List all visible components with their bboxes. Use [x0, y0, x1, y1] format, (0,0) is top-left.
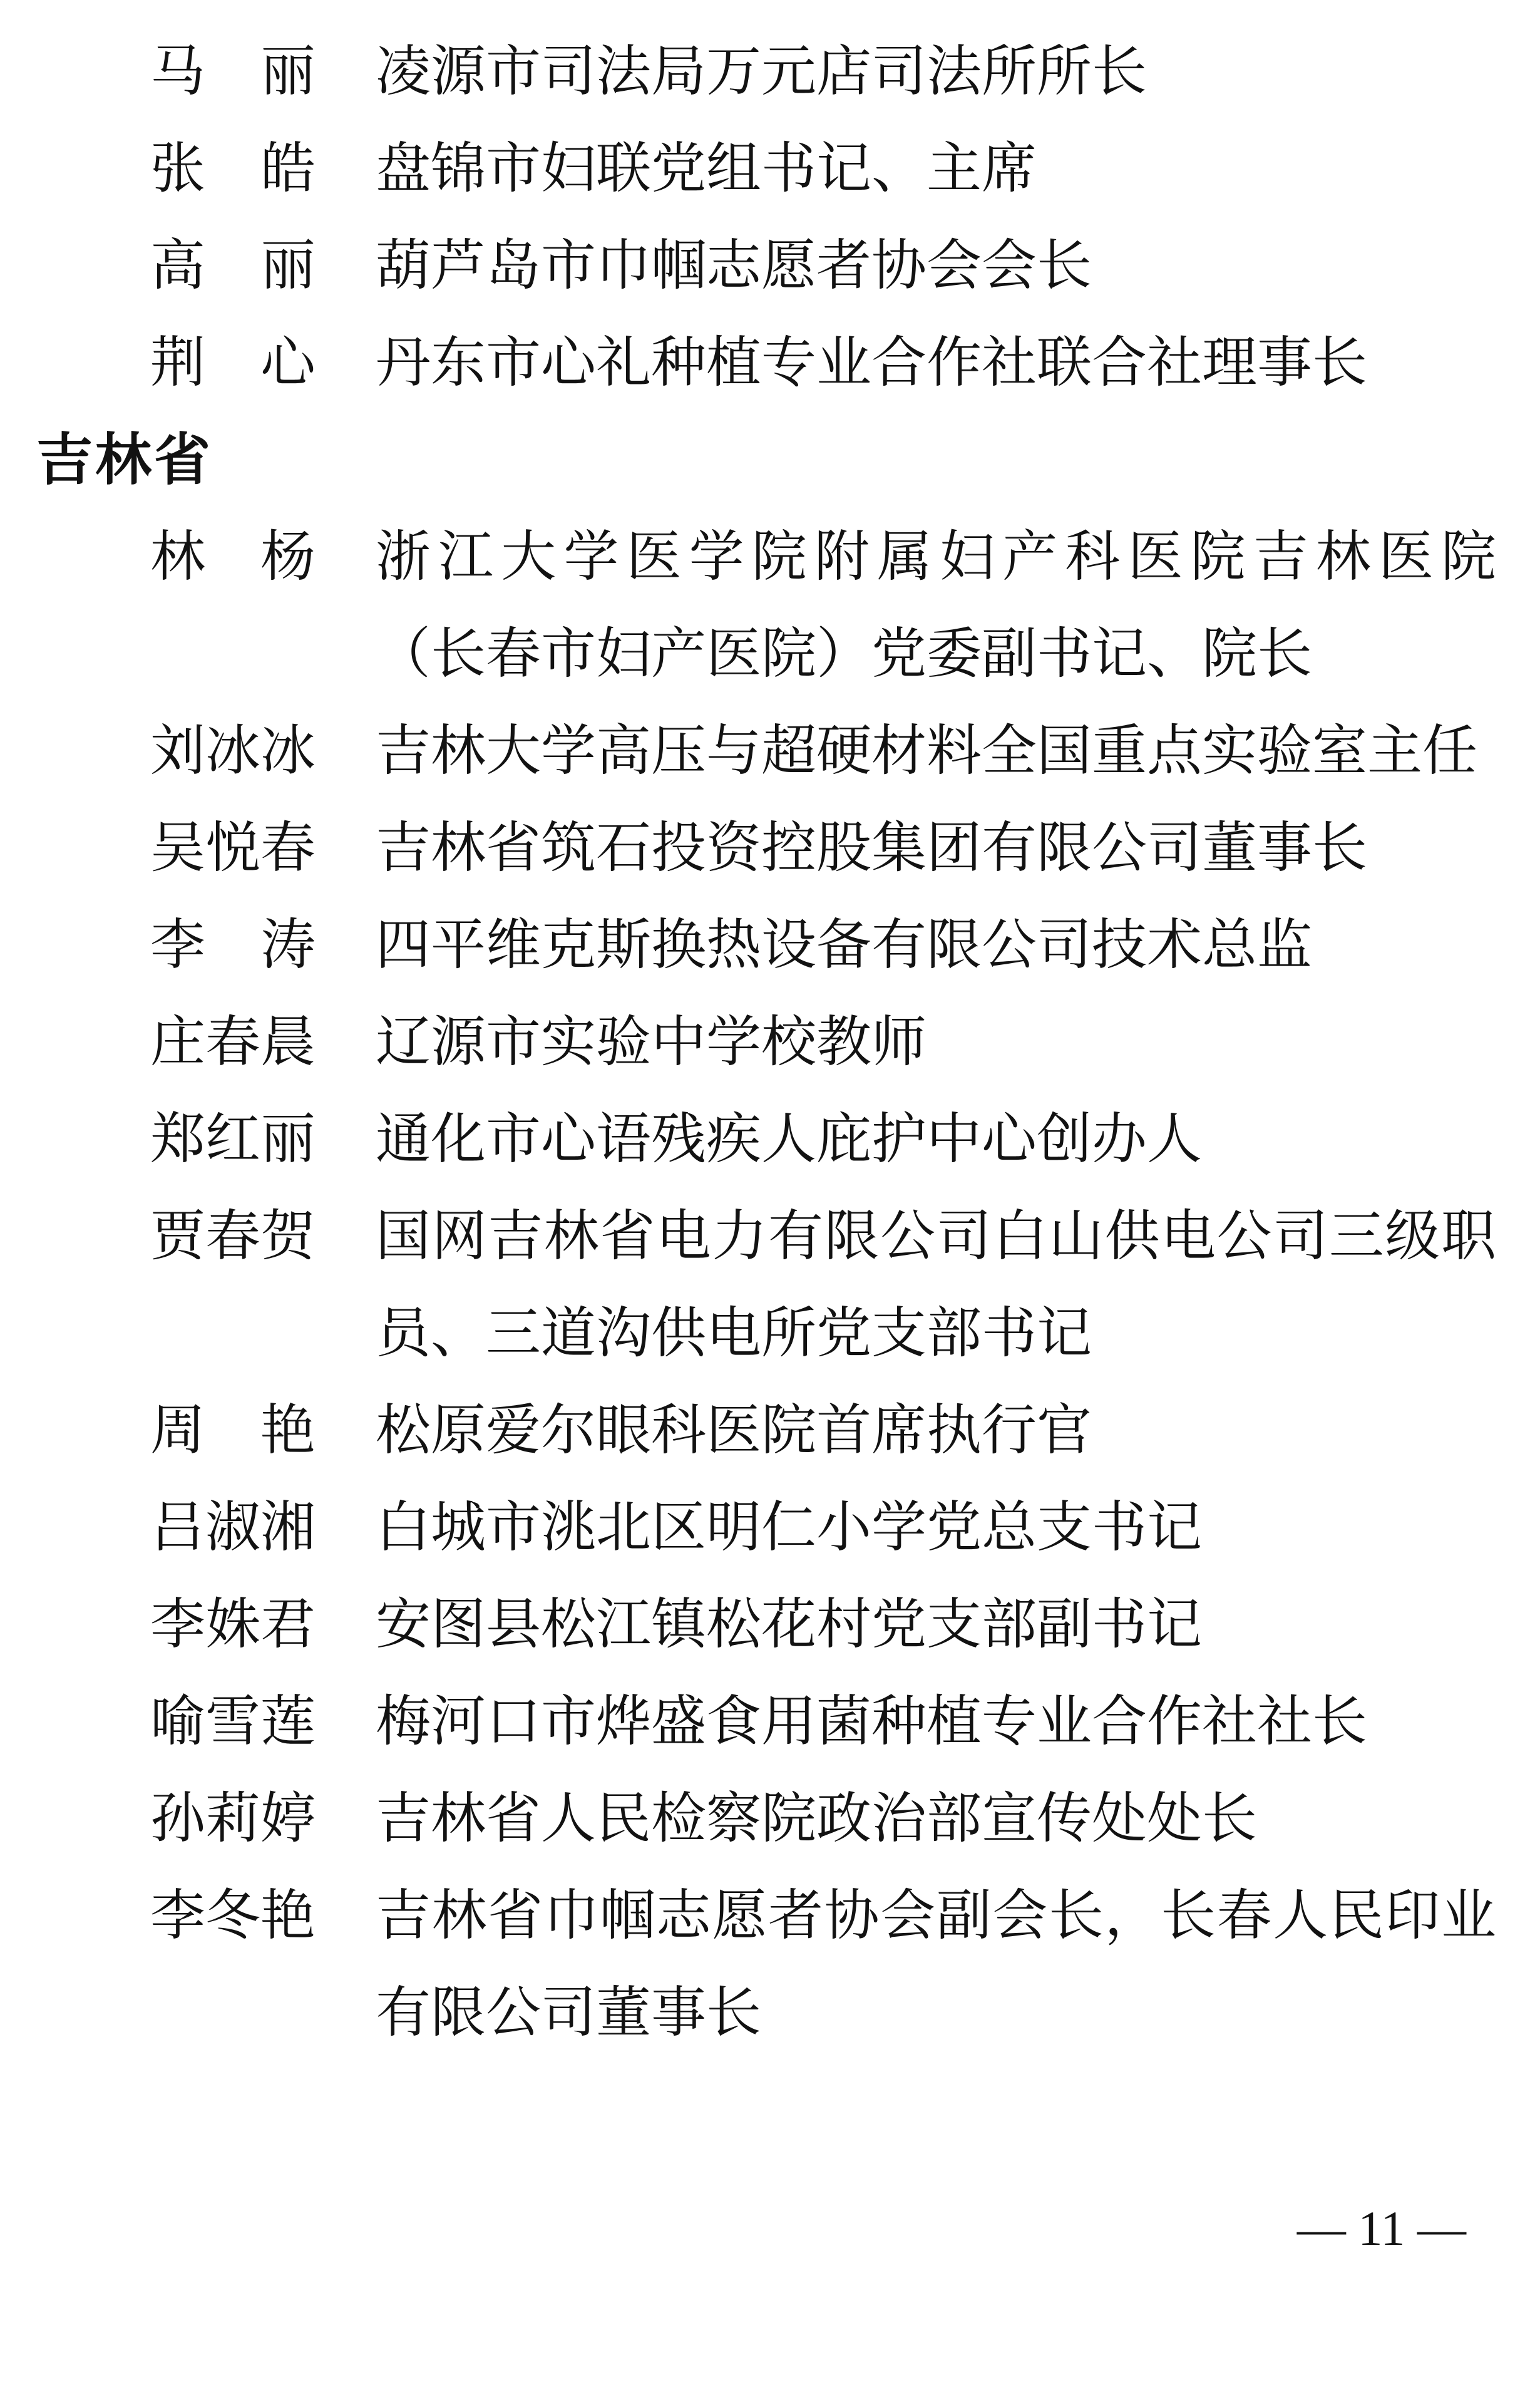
person-title-block: [376, 1091, 1496, 1188]
honor-roll-list: [0, 24, 1540, 2062]
person-title-line: 梅河口市烨盛食用菌种植专业合作社社长: [376, 1692, 1368, 1753]
entry-row: [0, 218, 1540, 315]
person-name: 李姝君: [150, 1595, 316, 1656]
person-title-line: 松原爱尔眼科医院首席执行官: [376, 1401, 1092, 1462]
person-title-line: 丹东市心礼种植专业合作社联合社理事长: [376, 333, 1368, 394]
person-title-line: 葫芦岛市巾帼志愿者协会会长: [376, 236, 1092, 297]
province-section-header: 吉林省: [36, 429, 213, 492]
person-title-block: [376, 1480, 1496, 1577]
person-name: 郑红丽: [150, 1110, 316, 1170]
person-title-block: [376, 1868, 1496, 2062]
person-name: 李冬艳: [150, 1886, 316, 1947]
person-title-line: 通化市心语残疾人庇护中心创办人: [376, 1110, 1203, 1170]
person-title-block: [376, 703, 1496, 800]
person-name: 贾春贺: [150, 1207, 316, 1267]
person-title-line: 国网吉林省电力有限公司白山供电公司三级职: [376, 1207, 1496, 1267]
person-title-block: [376, 24, 1496, 121]
person-name: 刘冰冰: [150, 721, 316, 782]
page-number: — 11 —: [1296, 2201, 1466, 2256]
person-title-line: 盘锦市妇联党组书记、主席: [376, 139, 1037, 200]
entry-row: [0, 1674, 1540, 1771]
entry-row: [0, 994, 1540, 1091]
person-name: 荆心: [150, 333, 316, 394]
person-title-line: 白城市洮北区明仁小学党总支书记: [376, 1498, 1203, 1559]
person-name: 林杨: [150, 527, 316, 588]
person-title-line: 员、三道沟供电所党支部书记: [376, 1304, 1092, 1364]
entry-row: [0, 1383, 1540, 1480]
person-name: 吕淑湘: [150, 1498, 316, 1559]
person-name: 马丽: [150, 42, 316, 103]
person-title-line: 有限公司董事长: [376, 1983, 762, 2044]
entry-row: [0, 1480, 1540, 1577]
entry-row: [0, 315, 1540, 412]
entry-row: [0, 121, 1540, 218]
person-title-block: [376, 315, 1496, 412]
entry-row: [0, 703, 1540, 800]
entry-row: [0, 24, 1540, 121]
person-title-block: [376, 1674, 1496, 1771]
person-title-line: 安图县松江镇松花村党支部副书记: [376, 1595, 1203, 1656]
person-name: 孙莉婷: [150, 1789, 316, 1850]
person-name: 庄春晨: [150, 1013, 316, 1073]
entry-row: [0, 897, 1540, 994]
person-title-block: [376, 121, 1496, 218]
person-title-line: 吉林省筑石投资控股集团有限公司董事长: [376, 818, 1368, 879]
person-title-block: [376, 1188, 1496, 1383]
person-title-block: [376, 218, 1496, 315]
person-name: 李涛: [150, 915, 316, 976]
entry-row: [0, 1188, 1540, 1383]
person-title-line: 吉林省巾帼志愿者协会副会长，长春人民印业: [376, 1886, 1496, 1947]
person-name: 周艳: [150, 1401, 316, 1462]
person-title-line: （长春市妇产医院）党委副书记、院长: [376, 624, 1313, 685]
person-title-line: 四平维克斯换热设备有限公司技术总监: [376, 915, 1313, 976]
person-title-line: 辽源市实验中学校教师: [376, 1013, 927, 1073]
entry-row: [0, 1868, 1540, 2062]
person-name: 高丽: [150, 236, 316, 297]
entry-row: [0, 1091, 1540, 1188]
person-title-block: [376, 994, 1496, 1091]
person-name: 张皓: [150, 139, 316, 200]
entry-row: [0, 1577, 1540, 1674]
person-title-block: [376, 1383, 1496, 1480]
entry-row: [0, 1771, 1540, 1868]
person-title-block: [376, 897, 1496, 994]
entry-row: [0, 800, 1540, 897]
person-title-block: [376, 1577, 1496, 1674]
person-name: 吴悦春: [150, 818, 316, 879]
person-name: 喻雪莲: [150, 1692, 316, 1753]
entry-row: [0, 509, 1540, 703]
person-title-line: 浙江大学医学院附属妇产科医院吉林医院: [376, 527, 1496, 588]
person-title-block: [376, 509, 1496, 703]
person-title-line: 吉林省人民检察院政治部宣传处处长: [376, 1789, 1258, 1850]
person-title-line: 吉林大学高压与超硬材料全国重点实验室主任: [376, 721, 1478, 782]
person-title-block: [376, 1771, 1496, 1868]
person-title-line: 凌源市司法局万元店司法所所长: [376, 42, 1147, 103]
person-title-block: [376, 800, 1496, 897]
